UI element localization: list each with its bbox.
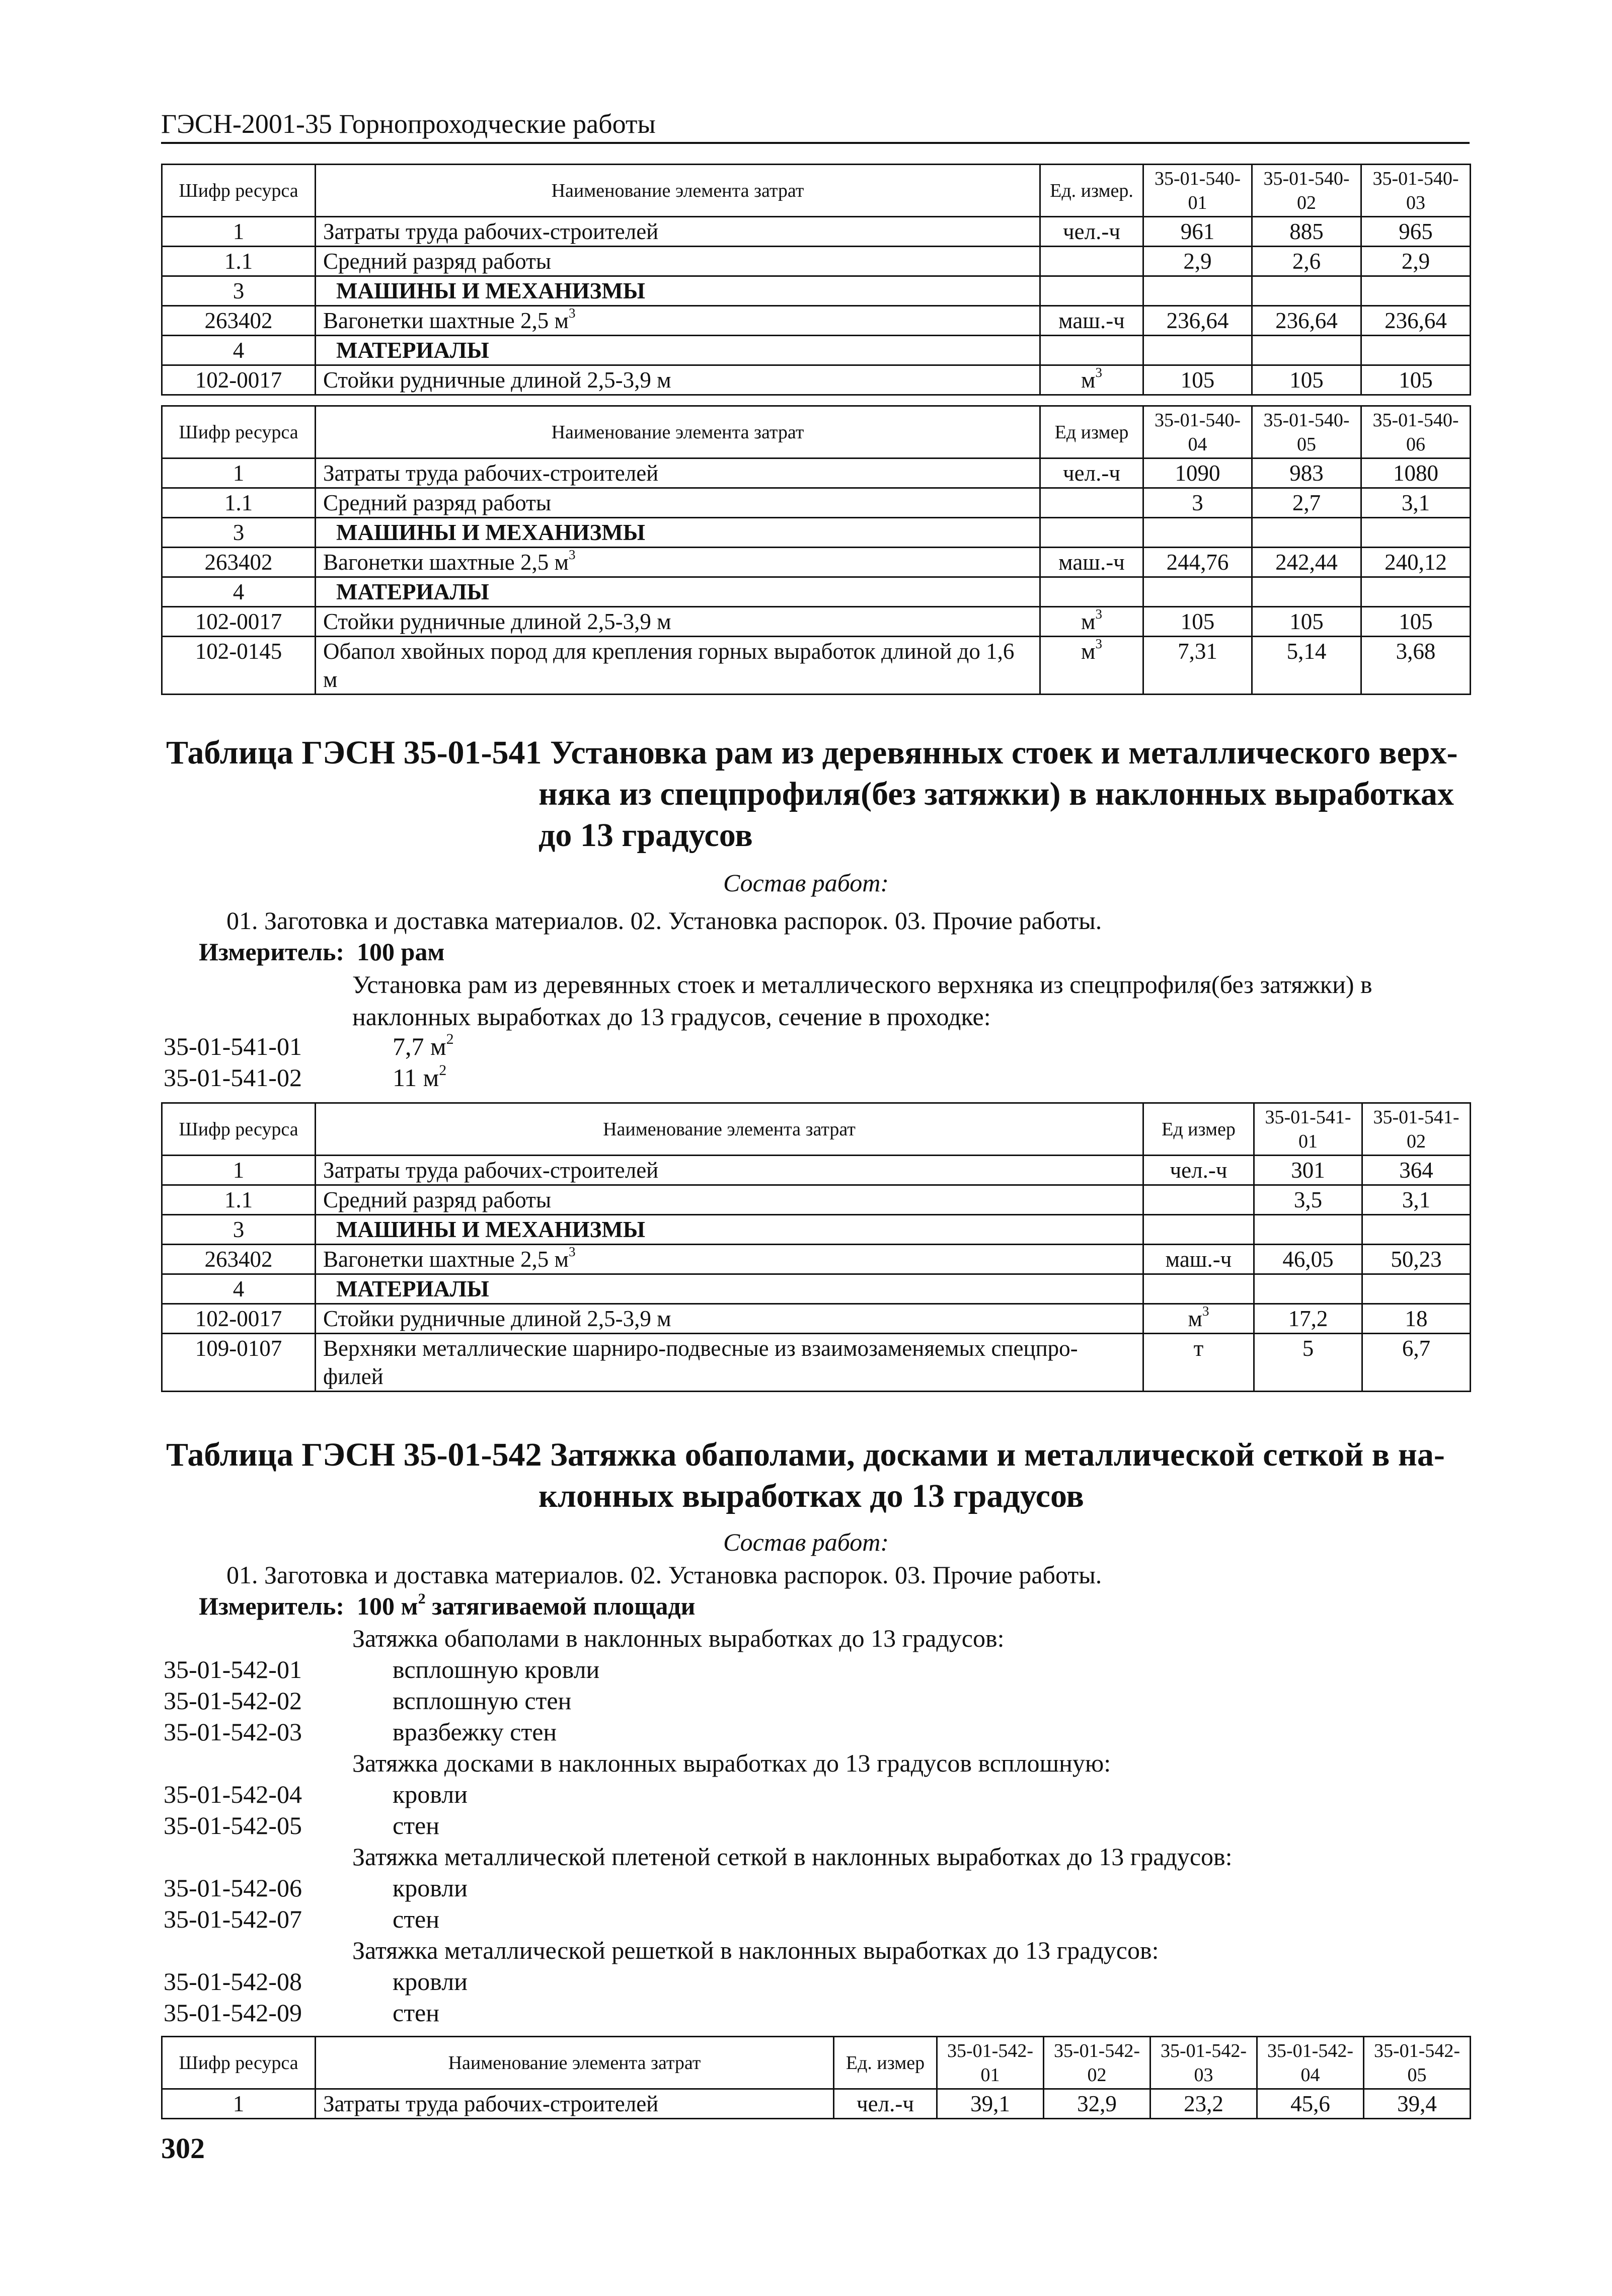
measure-line: Измеритель: 100 рам — [199, 938, 445, 966]
value: 236,64 — [1252, 306, 1361, 336]
column-header: Наименование элемента затрат — [316, 406, 1040, 458]
table-row — [162, 2089, 1471, 2119]
table-row — [162, 1156, 1471, 1185]
resource-code: 102-0017 — [162, 365, 316, 395]
unit — [1040, 247, 1143, 276]
table-row — [162, 1245, 1471, 1274]
resource-name: Вагонетки шахтные 2,5 $м^3$ — [316, 548, 1040, 577]
value: 983 — [1252, 458, 1361, 488]
table-row — [162, 1185, 1471, 1215]
resource-code: 1 — [162, 1156, 316, 1185]
value: 961 — [1143, 217, 1252, 247]
code-line: 35-01-542-02 всплошную стен — [164, 1687, 572, 1715]
table-row — [162, 1274, 1471, 1304]
value: 5,14 — [1252, 637, 1361, 695]
composition-text: 01. Заготовка и доставка материалов. 02. Установка распорок. 03. Прочие работы. — [226, 906, 1102, 935]
column-header: 35-01-542-02 — [1044, 2037, 1150, 2089]
resource-code: 1.1 — [162, 488, 316, 518]
unit: чел.-ч — [1040, 217, 1143, 247]
value: 236,64 — [1361, 306, 1471, 336]
column-header: Наименование элемента затрат — [316, 2037, 834, 2089]
resource-table-540-04-06 — [161, 405, 1471, 695]
resource-code: 102-0145 — [162, 637, 316, 695]
code-line: 35-01-542-03 вразбежку стен — [164, 1718, 557, 1746]
table-row — [162, 577, 1471, 607]
code-line: 35-01-542-06 кровли — [164, 1874, 468, 1902]
value: 236,64 — [1143, 306, 1252, 336]
unit: маш.-ч — [1040, 548, 1143, 577]
resource-code: 1 — [162, 2089, 316, 2119]
code-line: 35-01-542-08 кровли — [164, 1967, 468, 1996]
value: 50,23 — [1362, 1245, 1471, 1274]
column-header: Ед измер — [1143, 1103, 1254, 1156]
code-line: 35-01-542-01 всплошную кровли — [164, 1655, 600, 1683]
value: 6,7 — [1362, 1334, 1471, 1392]
resource-name: Верхняки металлические шарниро-подвесные из взаимозаменяемых спецпро-филей — [316, 1334, 1143, 1392]
resource-code: 3 — [162, 1215, 316, 1245]
value: 105 — [1252, 365, 1361, 395]
value: 39,4 — [1364, 2089, 1471, 2119]
resource-name: Стойки рудничные длиной 2,5-3,9 м — [316, 1304, 1143, 1334]
column-header: 35-01-542-01 — [937, 2037, 1044, 2089]
section-heading: МАТЕРИАЛЫ — [316, 577, 1040, 607]
resource-name: Затраты труда рабочих-строителей — [316, 1156, 1143, 1185]
value: 1090 — [1143, 458, 1252, 488]
unit: маш.-ч — [1143, 1245, 1254, 1274]
resource-code: 4 — [162, 577, 316, 607]
table-row — [162, 247, 1471, 276]
resource-code: 1.1 — [162, 1185, 316, 1215]
page-header: ГЭСН-2001-35 Горнопроходческие работы — [161, 109, 656, 139]
value: 3,1 — [1361, 488, 1471, 518]
description-text: Установка рам из деревянных стоек и металлического верхняка из спецпрофиля(без затяжки) в наклонных выработках до 13 градусов, сечение в проходке: — [352, 970, 1372, 1031]
column-header: 35-01-540-01 — [1143, 165, 1252, 217]
resource-name: Вагонетки шахтные 2,5 $м^3$ — [316, 1245, 1143, 1274]
section-heading: МАШИНЫ И МЕХАНИЗМЫ — [316, 518, 1040, 548]
resource-name: Средний разряд работы — [316, 247, 1040, 276]
resource-name: Средний разряд работы — [316, 488, 1040, 518]
composition-label: Состав работ: — [723, 869, 889, 897]
table-row — [162, 276, 1471, 306]
code-line: 35-01-542-05 стен — [164, 1811, 439, 1840]
section-heading: МАТЕРИАЛЫ — [316, 1274, 1143, 1304]
table-row — [162, 637, 1471, 695]
resource-code: 4 — [162, 1274, 316, 1304]
column-header: 35-01-540-03 — [1361, 165, 1471, 217]
section-heading: МАТЕРИАЛЫ — [316, 336, 1040, 365]
resource-code: 109-0107 — [162, 1334, 316, 1392]
value: 105 — [1361, 365, 1471, 395]
column-header: 35-01-541-01 — [1254, 1103, 1362, 1156]
group-heading: Затяжка обаполами в наклонных выработках до 13 градусов: — [352, 1624, 1005, 1652]
column-header: 35-01-540-04 — [1143, 406, 1252, 458]
resource-code: 263402 — [162, 306, 316, 336]
code-line: 35-01-542-07 стен — [164, 1905, 439, 1933]
column-header: 35-01-540-06 — [1361, 406, 1471, 458]
value: 885 — [1252, 217, 1361, 247]
resource-name: Затраты труда рабочих-строителей — [316, 2089, 834, 2119]
resource-code: 102-0017 — [162, 607, 316, 637]
value: 17,2 — [1254, 1304, 1362, 1334]
value: 2,9 — [1143, 247, 1252, 276]
value: 18 — [1362, 1304, 1471, 1334]
table-row — [162, 336, 1471, 365]
value: 2,9 — [1361, 247, 1471, 276]
table-row — [162, 306, 1471, 336]
value: 3,1 — [1362, 1185, 1471, 1215]
value: 3 — [1143, 488, 1252, 518]
value: 2,6 — [1252, 247, 1361, 276]
value: 5 — [1254, 1334, 1362, 1392]
table-title-541: Таблица ГЭСН 35-01-541 Установка рам из деревянных стоек и металлического верх- няка из спецпрофиля(без затяжки) в наклонных выработках до 13 градусов — [166, 734, 1458, 854]
code-line: 35-01-541-02 11 $м^2$ — [164, 1062, 447, 1092]
column-header: 35-01-542-03 — [1150, 2037, 1257, 2089]
value: 39,1 — [937, 2089, 1044, 2119]
value: 1080 — [1361, 458, 1471, 488]
unit: чел.-ч — [1143, 1156, 1254, 1185]
unit: маш.-ч — [1040, 306, 1143, 336]
resource-name: Средний разряд работы — [316, 1185, 1143, 1215]
column-header: Шифр ресурса — [162, 2037, 316, 2089]
code-line: 35-01-542-09 стен — [164, 1999, 439, 2027]
value: 364 — [1362, 1156, 1471, 1185]
table-row — [162, 217, 1471, 247]
resource-name: Затраты труда рабочих-строителей — [316, 458, 1040, 488]
resource-code: 1 — [162, 458, 316, 488]
value: 240,12 — [1361, 548, 1471, 577]
value: 23,2 — [1150, 2089, 1257, 2119]
table-row — [162, 1215, 1471, 1245]
table-title-542: Таблица ГЭСН 35-01-542 Затяжка обаполами, досками и металлической сеткой в на- клонных выработках до 13 градусов — [166, 1436, 1445, 1514]
table-row — [162, 1304, 1471, 1334]
unit: чел.-ч — [1040, 458, 1143, 488]
resource-code: 3 — [162, 276, 316, 306]
value: 105 — [1143, 365, 1252, 395]
value: 46,05 — [1254, 1245, 1362, 1274]
code-line: 35-01-542-04 кровли — [164, 1780, 468, 1808]
resource-name: Обапол хвойных пород для крепления горных выработок длиной до 1,6 м — [316, 637, 1040, 695]
unit: $м^3$ — [1040, 365, 1143, 395]
column-header: 35-01-540-05 — [1252, 406, 1361, 458]
table-row — [162, 365, 1471, 395]
column-header: Ед измер — [1040, 406, 1143, 458]
group-heading: Затяжка металлической решеткой в наклонных выработках до 13 градусов: — [352, 1936, 1159, 1964]
group-heading: Затяжка досками в наклонных выработках до 13 градусов всплошную: — [352, 1749, 1111, 1777]
value: 965 — [1361, 217, 1471, 247]
table-row — [162, 548, 1471, 577]
resource-code: 1.1 — [162, 247, 316, 276]
composition-label: Состав работ: — [723, 1528, 889, 1556]
resource-table-541 — [161, 1102, 1471, 1392]
column-header: Ед. измер — [834, 2037, 937, 2089]
column-header: Наименование элемента затрат — [316, 1103, 1143, 1156]
value: 301 — [1254, 1156, 1362, 1185]
section-heading: МАШИНЫ И МЕХАНИЗМЫ — [316, 1215, 1143, 1245]
group-heading: Затяжка металлической плетеной сеткой в наклонных выработках до 13 градусов: — [352, 1843, 1233, 1871]
unit: чел.-ч — [834, 2089, 937, 2119]
resource-table-540-01-03 — [161, 164, 1471, 396]
composition-text: 01. Заготовка и доставка материалов. 02. Установка распорок. 03. Прочие работы. — [226, 1561, 1102, 1589]
resource-table-542 — [161, 2036, 1471, 2119]
column-header: Шифр ресурса — [162, 1103, 316, 1156]
table-row — [162, 607, 1471, 637]
value: 3,5 — [1254, 1185, 1362, 1215]
table-row — [162, 488, 1471, 518]
resource-code: 3 — [162, 518, 316, 548]
value: 244,76 — [1143, 548, 1252, 577]
page-number: 302 — [161, 2132, 205, 2165]
resource-code: 263402 — [162, 1245, 316, 1274]
unit: т — [1143, 1334, 1254, 1392]
column-header: 35-01-540-02 — [1252, 165, 1361, 217]
resource-code: 1 — [162, 217, 316, 247]
code-line: 35-01-541-01 7,7 $м^2$ — [164, 1031, 454, 1060]
column-header: Шифр ресурса — [162, 165, 316, 217]
unit — [1040, 488, 1143, 518]
resource-name: Стойки рудничные длиной 2,5-3,9 м — [316, 365, 1040, 395]
measure-line: Измеритель: 100 $м^2$ затягиваемой площади — [199, 1590, 696, 1620]
table-row — [162, 1334, 1471, 1392]
resource-code: 102-0017 — [162, 1304, 316, 1334]
header-rule — [161, 142, 1470, 144]
resource-code: 263402 — [162, 548, 316, 577]
value: 32,9 — [1044, 2089, 1150, 2119]
unit — [1143, 1185, 1254, 1215]
column-header: 35-01-541-02 — [1362, 1103, 1471, 1156]
table-row — [162, 518, 1471, 548]
value: 242,44 — [1252, 548, 1361, 577]
value: 105 — [1252, 607, 1361, 637]
resource-name: Стойки рудничные длиной 2,5-3,9 м — [316, 607, 1040, 637]
resource-name: Вагонетки шахтные 2,5 $м^3$ — [316, 306, 1040, 336]
unit: $м^3$ — [1040, 637, 1143, 695]
column-header: 35-01-542-05 — [1364, 2037, 1471, 2089]
value: 45,6 — [1257, 2089, 1364, 2119]
value: 2,7 — [1252, 488, 1361, 518]
value: 105 — [1361, 607, 1471, 637]
column-header: 35-01-542-04 — [1257, 2037, 1364, 2089]
section-heading: МАШИНЫ И МЕХАНИЗМЫ — [316, 276, 1040, 306]
unit: $м^3$ — [1040, 607, 1143, 637]
resource-code: 4 — [162, 336, 316, 365]
unit: $м^3$ — [1143, 1304, 1254, 1334]
value: 105 — [1143, 607, 1252, 637]
value: 3,68 — [1361, 637, 1471, 695]
column-header: Шифр ресурса — [162, 406, 316, 458]
column-header: Наименование элемента затрат — [316, 165, 1040, 217]
resource-name: Затраты труда рабочих-строителей — [316, 217, 1040, 247]
table-row — [162, 458, 1471, 488]
value: 7,31 — [1143, 637, 1252, 695]
column-header: Ед. измер. — [1040, 165, 1143, 217]
